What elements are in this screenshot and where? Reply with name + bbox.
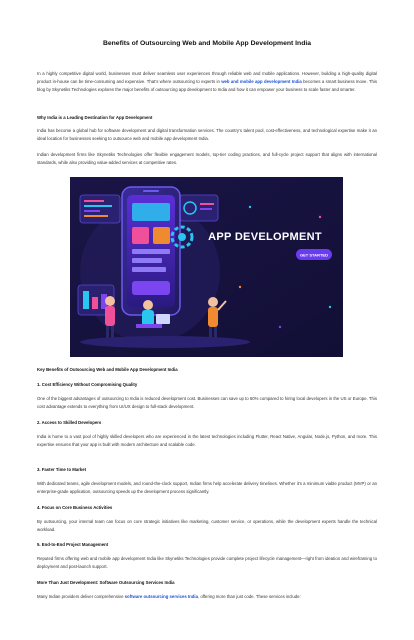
section-5-heading: 5. End-to-End Project Management	[37, 542, 109, 547]
section-1-heading: 1. Cost Efficiency Without Compromising Quality	[37, 382, 138, 387]
section-4-body: By outsourcing, your internal team can focus on core strategic initiatives like marketing, customer service, or operations, while the development experts handle the technical workload.	[37, 519, 377, 533]
get-started-button-label: GET STARTED	[300, 252, 328, 258]
why-india-paragraph-2: Indian development firms like Skynetiks Technologies offer flexible engagement models, top-tier coding practices, and full-cycle project support that aligns with international standards, while also providing value-added services at competitive rates.	[37, 152, 377, 166]
why-india-paragraph-1: India has become a global hub for software development and digital transformation services. The country’s talent pool, cost-effectiveness, and technological expertise make it an ideal location for businesses seeking to outsource web and mobile app development India.	[37, 128, 377, 142]
intro-text-before: In a highly competitive digital world, businesses must deliver seamless user experiences through reliable web and mobile applications. However, building a high-quality digital product in-house can be time-consuming and expensive. That’s where outsourcing to experts in	[37, 71, 377, 85]
intro-link[interactable]: web and mobile app development India	[221, 79, 302, 85]
software-outsourcing-link[interactable]: software outsourcing services India	[124, 594, 198, 599]
section-5-body: Reputed firms offering web and mobile app development India like Skynetiks Technologies provide complete project lifecycle management—right from ideation and wireframing to deployment and post-launch support.	[37, 556, 377, 570]
section-4-heading: 4. Focus on Core Business Activities	[37, 505, 113, 510]
section-2-body: India is home to a vast pool of highly skilled developers who are experienced in the latest technologies including Flutter, React Native, Angular, Node.js, Python, and more. This expertise ensures that your app is built with modern architecture and scalable code.	[37, 434, 377, 448]
illustration-heading: APP DEVELOPMENT	[208, 231, 322, 243]
intro-paragraph	[37, 70, 377, 95]
page-title: Benefits of Outsourcing Web and Mobile App Development India	[102, 40, 312, 47]
more-text-before: Many Indian providers deliver comprehensive	[37, 594, 125, 599]
more-than-development-heading: More Than Just Development: Software Outsourcing Services India	[37, 580, 175, 585]
intro-text-after: becomes a smart business move. This blog by Skynetiks Technologies explores the major benefits of outsourcing app development to India and how it can empower your business to scale faster and smarter.	[37, 79, 377, 93]
app-development-illustration	[70, 177, 343, 357]
key-benefits-heading: Key Benefits of Outsourcing Web and Mobile App Development India	[37, 367, 178, 372]
section-3-body: With dedicated teams, agile development models, and round-the-clock support, Indian firms help accelerate delivery timelines. Whether it’s a minimum viable product (MVP) or an enterprise-grade application, outsourcing speeds up the development process significantly.	[37, 481, 377, 495]
section-1-body: One of the biggest advantages of outsourcing to India is reduced development cost. Businesses can save up to 60% compared to hiring local developers in the US or Europe. This cost advantage extends to everything from UI/UX design to full-stack development.	[37, 396, 377, 410]
why-india-heading: Why India is a Leading Destination for App Development	[37, 115, 153, 120]
more-text-after: , offering more than just code. These services include:	[197, 594, 301, 599]
floor-shadow	[80, 336, 250, 348]
section-2-heading: 2. Access to Skilled Developers	[37, 420, 102, 425]
section-3-heading: 3. Faster Time to Market	[37, 467, 87, 472]
smartphone-icon	[122, 187, 180, 315]
more-than-development-paragraph	[37, 593, 377, 601]
